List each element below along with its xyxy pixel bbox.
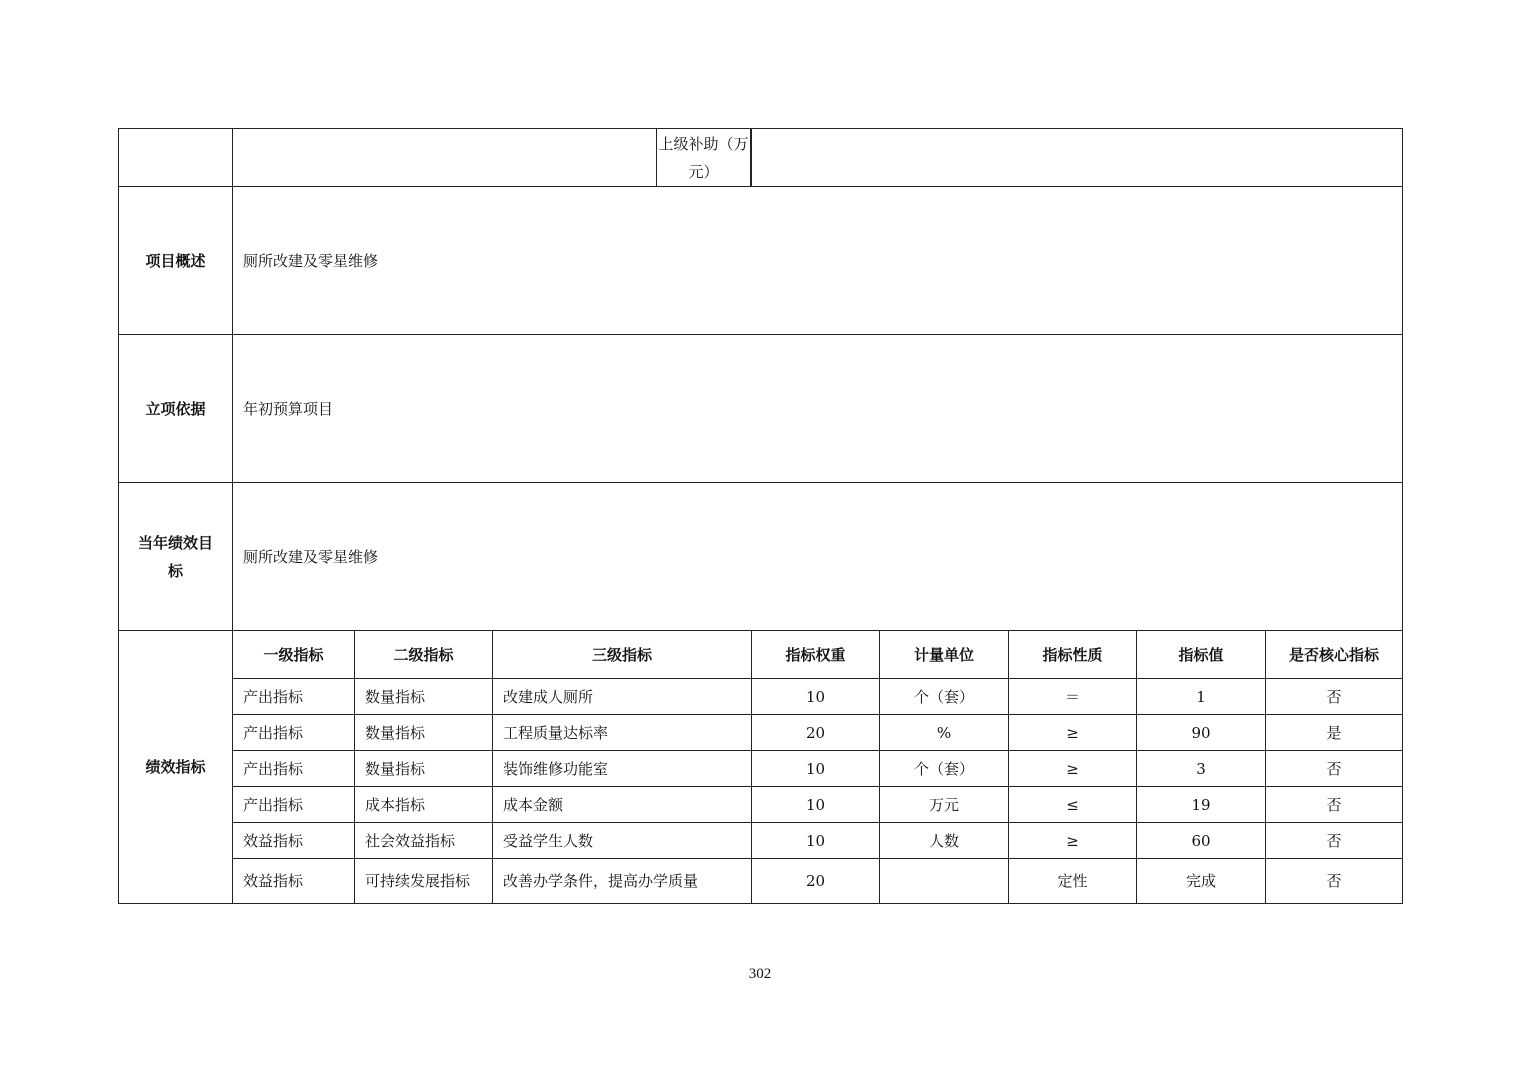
level3-cell: 装饰维修功能室	[493, 751, 752, 787]
table-row	[119, 751, 1403, 787]
level1-cell: 产出指标	[233, 715, 355, 751]
header-cell: 二级指标	[355, 631, 493, 679]
table-row	[119, 787, 1403, 823]
level2-cell: 数量指标	[355, 751, 493, 787]
core-cell: 否	[1266, 859, 1403, 904]
weight-cell: 10	[752, 787, 880, 823]
nature-cell: ≥	[1009, 715, 1137, 751]
table-row	[119, 715, 1403, 751]
unit-cell: 个（套）	[880, 679, 1009, 715]
core-cell: 否	[1266, 823, 1403, 859]
unit-cell: 人数	[880, 823, 1009, 859]
weight-cell: 10	[752, 751, 880, 787]
value-cell: 1	[1137, 679, 1266, 715]
empty-label-cell	[119, 129, 233, 187]
nature-cell: ≥	[1009, 823, 1137, 859]
basis-value: 年初预算项目	[233, 335, 1403, 483]
subsidy-row-right	[752, 129, 1403, 187]
level2-cell: 成本指标	[355, 787, 493, 823]
nature-cell: 定性	[1009, 859, 1137, 904]
level2-cell: 社会效益指标	[355, 823, 493, 859]
level1-cell: 效益指标	[233, 823, 355, 859]
table-row	[119, 823, 1403, 859]
core-cell: 否	[1266, 679, 1403, 715]
level2-cell: 数量指标	[355, 679, 493, 715]
level3-cell: 改善办学条件，提高办学质量	[493, 859, 752, 904]
unit-cell: 万元	[880, 787, 1009, 823]
level3-cell: 受益学生人数	[493, 823, 752, 859]
annual-goal-row	[119, 483, 1403, 631]
level1-cell: 产出指标	[233, 787, 355, 823]
subsidy-row-middle	[233, 129, 752, 187]
header-cell: 指标权重	[752, 631, 880, 679]
nature-cell: ≥	[1009, 751, 1137, 787]
header-cell: 计量单位	[880, 631, 1009, 679]
page-number: 302	[748, 966, 772, 982]
subsidy-row	[119, 129, 1403, 187]
value-cell: 3	[1137, 751, 1266, 787]
level3-cell: 改建成人厕所	[493, 679, 752, 715]
level1-cell: 产出指标	[233, 751, 355, 787]
value-cell: 90	[1137, 715, 1266, 751]
unit-cell: %	[880, 715, 1009, 751]
basis-row	[119, 335, 1403, 483]
weight-cell: 20	[752, 859, 880, 904]
level2-cell: 数量指标	[355, 715, 493, 751]
value-cell: 19	[1137, 787, 1266, 823]
header-cell: 指标值	[1137, 631, 1266, 679]
core-cell: 是	[1266, 715, 1403, 751]
header-cell: 一级指标	[233, 631, 355, 679]
unit-cell	[880, 859, 1009, 904]
project-performance-table	[118, 128, 1403, 904]
table-row	[119, 679, 1403, 715]
table-row	[119, 859, 1403, 904]
weight-cell: 10	[752, 823, 880, 859]
header-cell: 是否核心指标	[1266, 631, 1403, 679]
weight-cell: 20	[752, 715, 880, 751]
unit-cell: 个（套）	[880, 751, 1009, 787]
weight-cell: 10	[752, 679, 880, 715]
subsidy-label: 上级补助（万元）	[657, 129, 751, 186]
basis-label: 立项依据	[119, 335, 233, 483]
indicator-header-row	[119, 631, 1403, 679]
nature-cell: ≤	[1009, 787, 1137, 823]
nature-cell: ＝	[1009, 679, 1137, 715]
header-cell: 三级指标	[493, 631, 752, 679]
overview-row	[119, 187, 1403, 335]
value-cell: 60	[1137, 823, 1266, 859]
core-cell: 否	[1266, 787, 1403, 823]
level2-cell: 可持续发展指标	[355, 859, 493, 904]
value-cell: 完成	[1137, 859, 1266, 904]
indicators-label: 绩效指标	[119, 631, 233, 904]
core-cell: 否	[1266, 751, 1403, 787]
level1-cell: 产出指标	[233, 679, 355, 715]
overview-label: 项目概述	[119, 187, 233, 335]
level3-cell: 成本金额	[493, 787, 752, 823]
level1-cell: 效益指标	[233, 859, 355, 904]
level3-cell: 工程质量达标率	[493, 715, 752, 751]
overview-value: 厕所改建及零星维修	[233, 187, 1403, 335]
annual-goal-value: 厕所改建及零星维修	[233, 483, 1403, 631]
header-cell: 指标性质	[1009, 631, 1137, 679]
annual-goal-label: 当年绩效目标	[119, 483, 233, 631]
